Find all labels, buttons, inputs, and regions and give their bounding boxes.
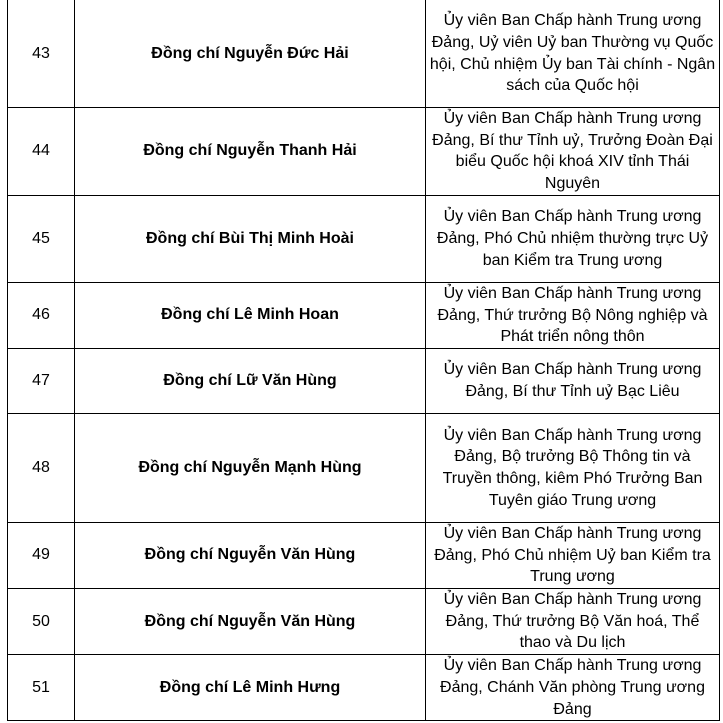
member-role: Ủy viên Ban Chấp hành Trung ương Đảng, Thứ trưởng Bộ Nông nghiệp và Phát triển nông thôn	[426, 282, 720, 348]
row-number: 47	[8, 348, 75, 413]
table-row	[8, 108, 720, 196]
member-name: Đồng chí Nguyễn Văn Hùng	[75, 522, 426, 588]
table-row	[8, 195, 720, 282]
table-row	[8, 522, 720, 588]
member-role: Ủy viên Ban Chấp hành Trung ương Đảng, Phó Chủ nhiệm thường trực Uỷ ban Kiểm tra Trung ương	[426, 195, 720, 282]
table-row	[8, 348, 720, 413]
member-name: Đồng chí Bùi Thị Minh Hoài	[75, 195, 426, 282]
member-name: Đồng chí Lữ Văn Hùng	[75, 348, 426, 413]
member-role: Ủy viên Ban Chấp hành Trung ương Đảng, Bí thư Tỉnh uỷ Bạc Liêu	[426, 348, 720, 413]
member-name: Đồng chí Nguyễn Đức Hải	[75, 0, 426, 108]
row-number: 50	[8, 589, 75, 655]
member-name: Đồng chí Nguyễn Văn Hùng	[75, 589, 426, 655]
row-number: 45	[8, 195, 75, 282]
member-name: Đồng chí Lê Minh Hưng	[75, 655, 426, 721]
member-role: Ủy viên Ban Chấp hành Trung ương Đảng, Phó Chủ nhiệm Uỷ ban Kiểm tra Trung ương	[426, 522, 720, 588]
row-number: 51	[8, 655, 75, 721]
members-table	[7, 0, 720, 721]
member-name: Đồng chí Nguyễn Thanh Hải	[75, 108, 426, 196]
table-row	[8, 589, 720, 655]
row-number: 46	[8, 282, 75, 348]
row-number: 43	[8, 0, 75, 108]
member-role: Ủy viên Ban Chấp hành Trung ương Đảng, Chánh Văn phòng Trung ương Đảng	[426, 655, 720, 721]
table-row	[8, 0, 720, 108]
member-name: Đồng chí Lê Minh Hoan	[75, 282, 426, 348]
member-name: Đồng chí Nguyễn Mạnh Hùng	[75, 413, 426, 522]
row-number: 48	[8, 413, 75, 522]
table-row	[8, 413, 720, 522]
member-role: Ủy viên Ban Chấp hành Trung ương Đảng, Thứ trưởng Bộ Văn hoá, Thể thao và Du lịch	[426, 589, 720, 655]
member-role: Ủy viên Ban Chấp hành Trung ương Đảng, Bí thư Tỉnh uỷ, Trưởng Đoàn Đại biểu Quốc hội khoá XIV tỉnh Thái Nguyên	[426, 108, 720, 196]
row-number: 44	[8, 108, 75, 196]
table-row	[8, 282, 720, 348]
member-role: Ủy viên Ban Chấp hành Trung ương Đảng, Uỷ viên Uỷ ban Thường vụ Quốc hội, Chủ nhiệm Ủy ban Tài chính - Ngân sách của Quốc hội	[426, 0, 720, 108]
member-role: Ủy viên Ban Chấp hành Trung ương Đảng, Bộ trưởng Bộ Thông tin và Truyền thông, kiêm Phó Trưởng Ban Tuyên giáo Trung ương	[426, 413, 720, 522]
table-row	[8, 655, 720, 721]
row-number: 49	[8, 522, 75, 588]
